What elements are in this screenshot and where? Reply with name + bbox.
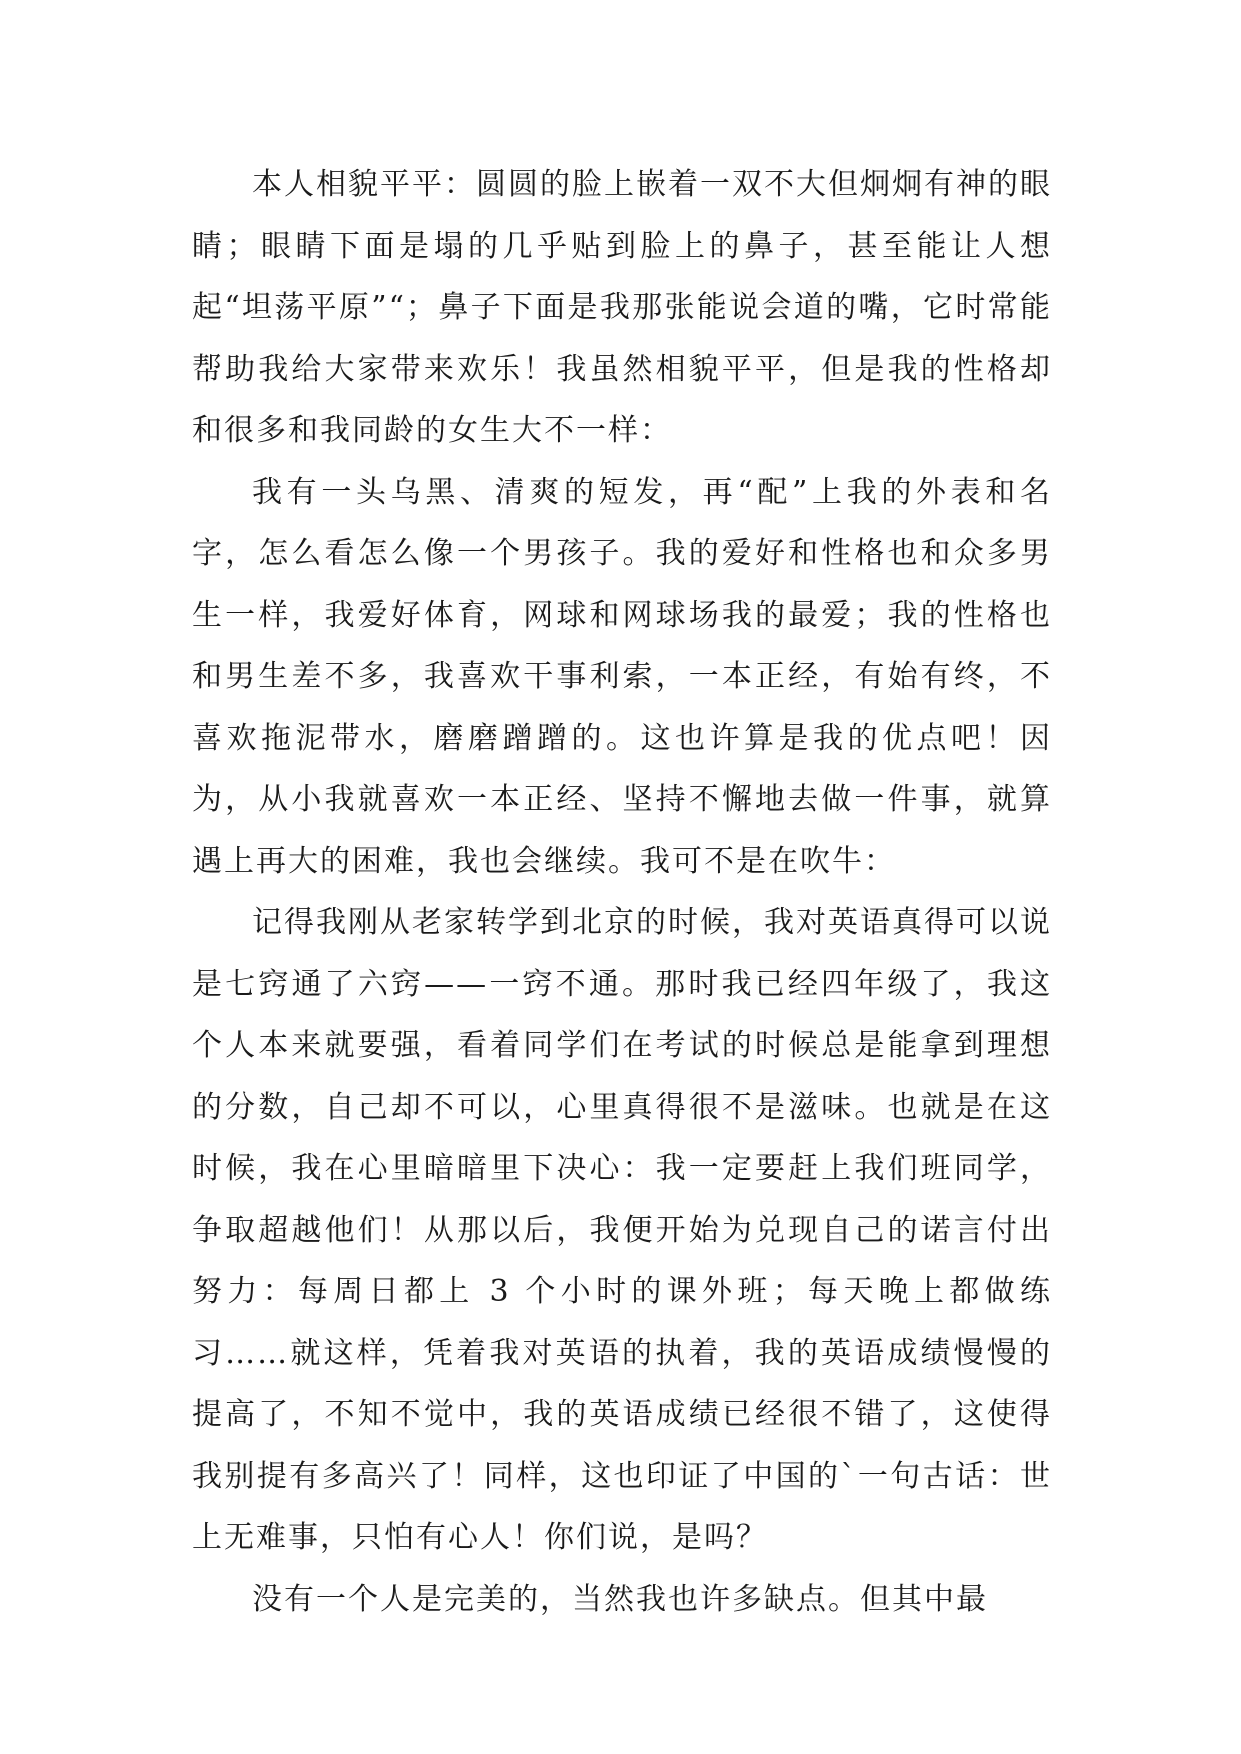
paragraph: 记得我刚从老家转学到北京的时候，我对英语真得可以说是七窍通了六窍——一窍不通。那时我已经四年级了，我这个人本来就要强，看着同学们在考试的时候总是能拿到理想的分数，自己却不可以，心里真得很不是滋味。也就是在这时候，我在心里暗暗里下决心：我一定要赶上我们班同学，争取超越他们！从那以后，我便开始为兑现自己的诺言付出努力：每周日都上 3 个小时的课外班；每天晚上都做练习……就这样，凭着我对英语的执着，我的英语成绩慢慢的提高了，不知不觉中，我的英语成绩已经很不错了，这使得我别提有多高兴了！同样，这也印证了中国的`一句古话：世上无难事，只怕有心人！你们说，是吗？ — [192, 905, 1052, 1555]
paragraph: 没有一个人是完美的，当然我也许多缺点。但其中最 — [252, 1581, 988, 1617]
document-body — [192, 154, 1052, 1630]
paragraph: 本人相貌平平：圆圆的脸上嵌着一双不大但炯炯有神的眼睛；眼睛下面是塌的几乎贴到脸上的鼻子，甚至能让人想起“坦荡平原”“；鼻子下面是我那张能说会道的嘴，它时常能帮助我给大家带来欢乐！我虽然相貌平平，但是我的性格却和很多和我同龄的女生大不一样： — [192, 167, 1052, 448]
paragraph: 我有一头乌黑、清爽的短发，再“配”上我的外表和名字，怎么看怎么像一个男孩子。我的爱好和性格也和众多男生一样，我爱好体育，网球和网球场我的最爱；我的性格也和男生差不多，我喜欢干事利索，一本正经，有始有终，不喜欢拖泥带水，磨磨蹭蹭的。这也许算是我的优点吧！因为，从小我就喜欢一本正经、坚持不懈地去做一件事，就算遇上再大的困难，我也会继续。我可不是在吹牛： — [192, 474, 1052, 879]
